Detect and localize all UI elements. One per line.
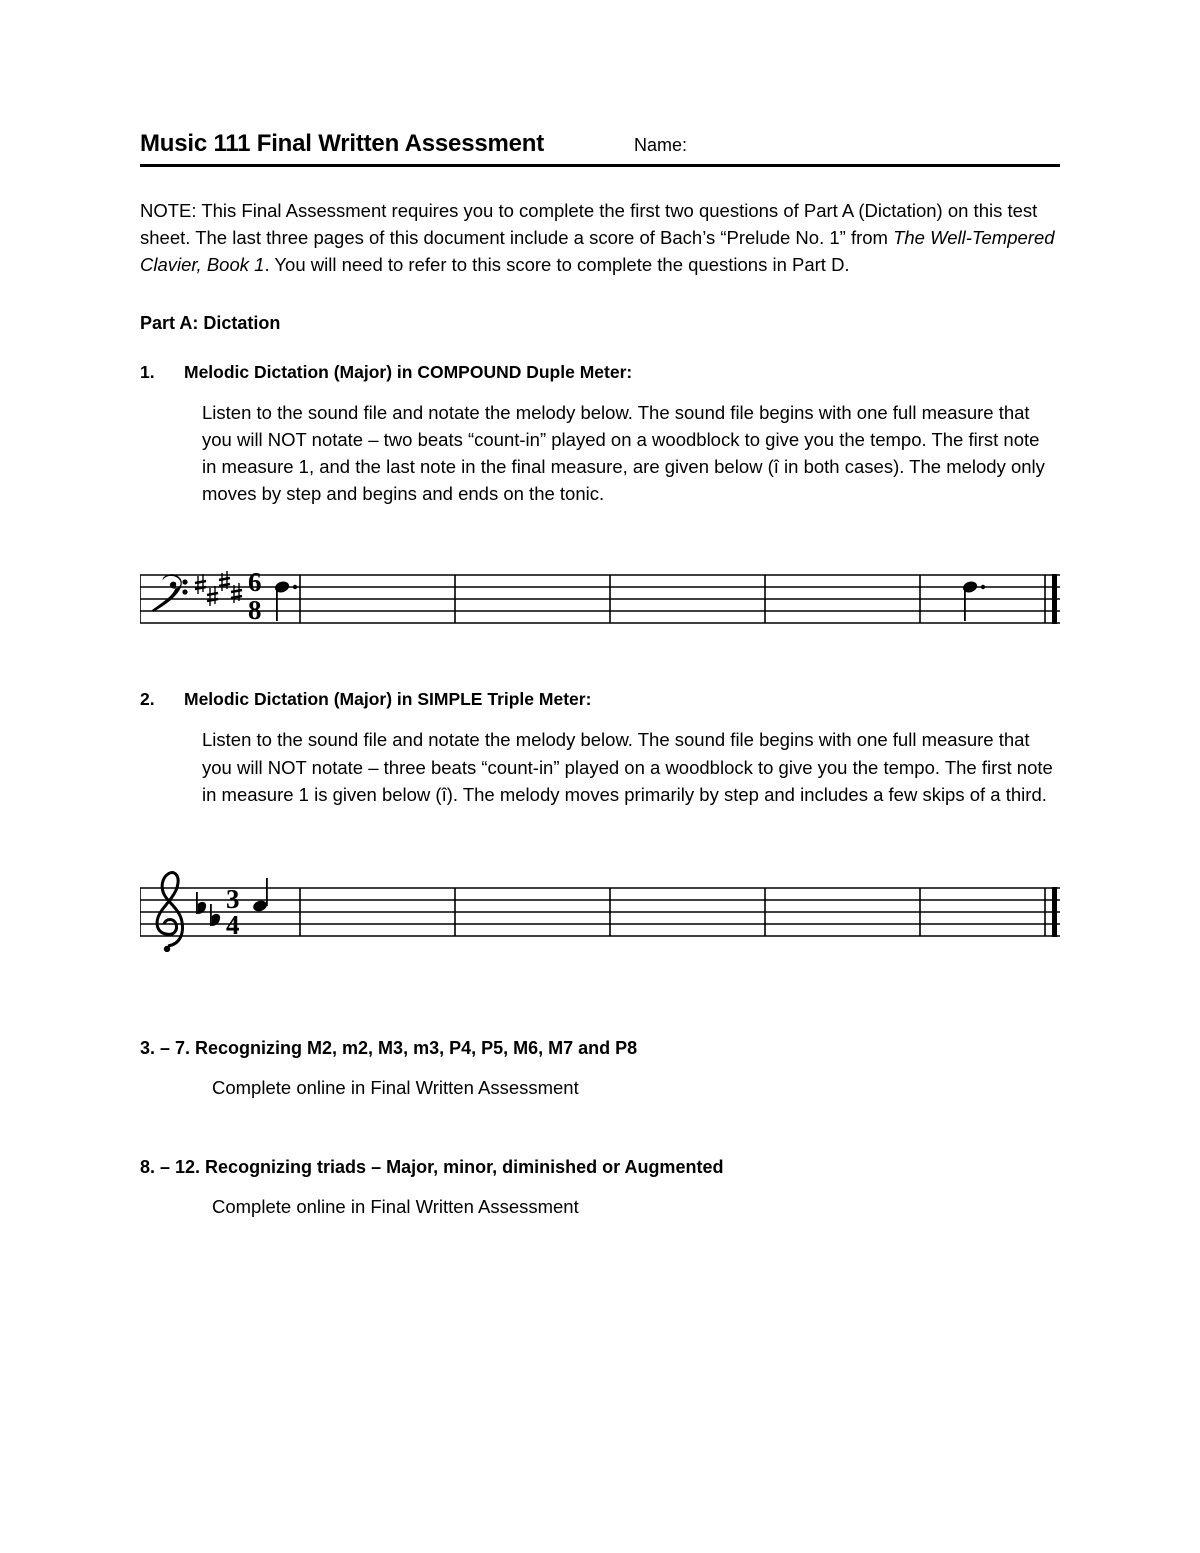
part-a-heading: Part A: Dictation [140,312,281,333]
document-header [140,130,1060,167]
intro-note [140,197,1060,279]
document-content [140,130,1060,1218]
question-2 [140,689,1060,808]
section-8-12 [140,1157,1060,1218]
section-8-12-sub: Complete online in Final Written Assessment [212,1195,579,1217]
question-2-body: Listen to the sound file and notate the melody below. The sound file begins with one full measure that you will NOT notate – three beats “count-in” played on a woodblock to give you the tempo. The first note in measure 1 is given below (î). The melody moves primarily by step and includes a few skips of a third. [202,729,1053,805]
section-3-7 [140,1038,1060,1099]
intro-note-text-2: . You will need to refer to this score to complete the questions in Part D. [264,254,850,276]
intro-note-text-1: NOTE: This Final Assessment requires you to complete the first two questions of Part A (Dictation) on this test sheet. The last three pages of this document include a score of Bach’s “Prelude No. 1” from [140,200,1038,249]
name-label: Name: [634,135,688,155]
section-3-7-sub: Complete online in Final Written Assessment [212,1076,579,1098]
section-3-7-heading: 3. – 7. Recognizing M2, m2, M3, m3, P4, P5, M6, M7 and P8 [140,1037,638,1058]
svg-text:4: 4 [226,909,240,940]
question-2-title: Melodic Dictation (Major) in SIMPLE Triple Meter: [184,689,592,710]
svg-text:3: 3 [226,883,240,914]
question-2-head [140,689,1060,710]
question-1 [140,362,1060,508]
question-1-head [140,362,1060,383]
notation-staff-1[interactable] [140,549,1060,659]
question-1-number: 1. [140,361,155,382]
svg-text:6: 6 [248,569,262,598]
section-8-12-heading: 8. – 12. Recognizing triads – Major, minor, diminished or Augmented [140,1156,724,1177]
question-2-number: 2. [140,689,155,710]
page-title: Music 111 Final Written Assessment [140,130,545,157]
question-1-body: Listen to the sound file and notate the melody below. The sound file begins with one full measure that you will NOT notate – two beats “count-in” played on a woodblock to give you the tempo. The first note in measure 1, and the last note in the final measure, are given below (î in both cases). The melody only moves by step and begins and ends on the tonic. [202,401,1045,505]
question-1-title: Melodic Dictation (Major) in COMPOUND Duple Meter: [184,361,633,382]
staff-1-lines [140,569,1060,631]
svg-text:8: 8 [248,595,262,626]
intro-note-italic-title: The Well-Tempered Clavier, Book 1 [140,227,1055,276]
staff-2-lines [140,866,1060,946]
notation-staff-2[interactable] [140,858,1060,968]
